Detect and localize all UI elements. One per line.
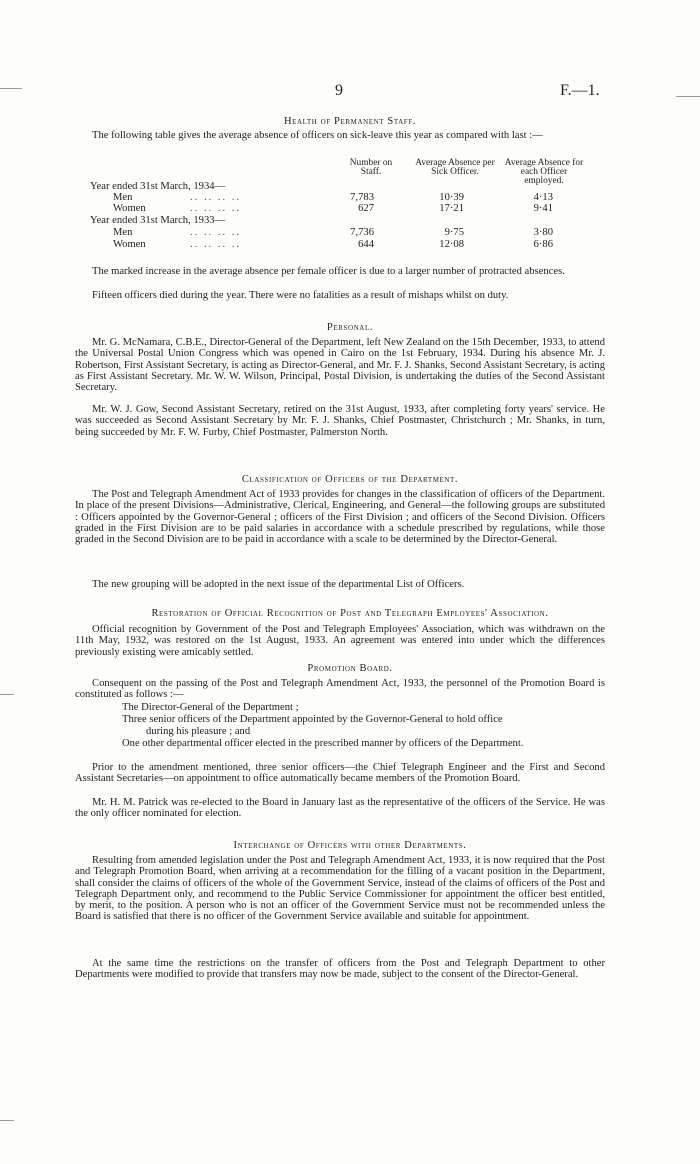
left-margin-mark-lower [0, 694, 14, 695]
section-heading-classification: Classification of Officers of the Department. [241, 474, 459, 485]
cell-staff: 7,783 [350, 192, 374, 203]
board-member-item: The Director-General of the Department ; [122, 702, 299, 713]
leader-dots: .. .. .. .. [190, 227, 242, 238]
health-para-2: Fifteen officers died during the year. There were no fatalities as a result of mishaps whilst on duty. [92, 290, 509, 301]
interchange-para-2: At the same time the restrictions on the transfer of officers from the Post and Telegraph Department to other Departments were modified to provide that transfers may now be made, subject to the consent of the Director-General. [75, 958, 605, 981]
leader-dots: .. .. .. .. [190, 192, 242, 203]
section-heading-interchange: Interchange of Officers with other Departments. [233, 840, 467, 851]
cell-staff: 644 [358, 239, 374, 250]
section-heading-promotion: Promotion Board. [307, 663, 393, 674]
cell-per-employed: 4·13 [533, 192, 553, 203]
promotion-para-2: Prior to the amendment mentioned, three senior officers—the Chief Telegraph Engineer and the First and Second Assistant Secretaries—on appointment to office automatically became members of the Promotion Board. [75, 762, 605, 785]
board-member-item: One other departmental officer elected in the prescribed manner by officers of the Department. [122, 738, 524, 749]
cell-per-sick: 9·75 [444, 227, 464, 238]
group-label-1934: Year ended 31st March, 1934— [90, 181, 226, 192]
group-label-1933: Year ended 31st March, 1933— [90, 215, 226, 226]
row-name: Men [113, 227, 133, 238]
cell-staff: 7,736 [350, 227, 374, 238]
cell-per-sick: 12·08 [439, 239, 464, 250]
personal-para-1: Mr. G. McNamara, C.B.E., Director-General of the Department, left New Zealand on the 15th December, 1933, to attend the Universal Postal Union Congress which was opened in Cairo on the 1st February, 1934. During his absence Mr. J. Robertson, First Assistant Secretary, is acting as Director-General, and Mr. F. J. Shanks, Second Assistant Secretary, is acting as First Assistant Secretary. Mr. W. W. Wilson, Principal, Postal Division, is undertaking the duties of the Second Assistant Secretary. [75, 337, 605, 394]
row-name: Men [113, 192, 133, 203]
left-margin-mark-bottom [0, 1120, 14, 1121]
cell-per-employed: 3·80 [533, 227, 553, 238]
cell-per-employed: 9·41 [533, 203, 553, 214]
leader-dots: .. .. .. .. [190, 239, 242, 250]
row-name: Women [113, 239, 146, 250]
leader-dots: .. .. .. .. [190, 203, 242, 214]
restoration-para-1: Official recognition by Government of the Post and Telegraph Employees' Association, which was withdrawn on the 11th May, 1932, was restored on the 1st August, 1933. An agreement was entered into under which the differences previously existing were amicably settled. [75, 624, 605, 658]
col-header-staff: Number on Staff. [349, 158, 393, 177]
row-name: Women [113, 203, 146, 214]
document-reference: F.—1. [560, 82, 600, 99]
col-header-per-employed: Average Absence for each Officer employed. [504, 158, 584, 186]
col-header-per-sick: Average Absence per Sick Officer. [415, 158, 495, 177]
board-member-item-cont: during his pleasure ; and [146, 726, 251, 737]
health-intro: The following table gives the average absence of officers on sick-leave this year as compared with last :— [92, 130, 543, 141]
page-number: 9 [335, 82, 343, 99]
section-heading-personal: Personal. [326, 322, 374, 333]
cell-staff: 627 [358, 203, 374, 214]
board-member-item: Three senior officers of the Department appointed by the Governor-General to hold office [122, 714, 503, 725]
personal-para-2: Mr. W. J. Gow, Second Assistant Secretary, retired on the 31st August, 1933, after completing forty years' service. He was succeeded as Second Assistant Secretary by Mr. F. J. Shanks, Chief Postmaster, Christchurch ; Mr. Shanks, in turn, being succeeded by Mr. F. W. Furby, Chief Postmaster, Palmerston North. [75, 404, 605, 438]
interchange-para-1: Resulting from amended legislation under the Post and Telegraph Amendment Act, 1933, it is now required that the Post and Telegraph Promotion Board, when arriving at a recommendation for the filling of a vacant position in the Department, shall consider the claims of officers of the whole of the Government Service, instead of the claims of officers of the Post and Telegraph Department only, and recommend to the Public Service Commissioner for appointment the officer best entitled, by merit, to the position. A person who is not an officer of the Government Service must not be recommended unless the Board is satisfied that there is no officer of the Government Service available and suitable for appointment. [75, 855, 605, 923]
section-heading-restoration: Restoration of Official Recognition of Post and Telegraph Employees' Association. [151, 608, 549, 619]
promotion-intro: Consequent on the passing of the Post and Telegraph Amendment Act, 1933, the personnel of the Promotion Board is constituted as follows :— [75, 678, 605, 701]
health-para-1: The marked increase in the average absence per female officer is due to a larger number of protracted absences. [92, 266, 565, 277]
promotion-para-3: Mr. H. M. Patrick was re-elected to the Board in January last as the representative of the officers of the Service. He was the only officer nominated for election. [75, 797, 605, 820]
section-heading-health: Health of Permanent Staff. [283, 116, 417, 127]
classification-para-1: The Post and Telegraph Amendment Act of 1933 provides for changes in the classification of officers of the Department. In place of the present Divisions—Administrative, Clerical, Engineering, and General—the following groups are substituted : Officers appointed by the Governor-General ; officers of the First Division ; and officers of the Second Division. Officers graded in the First Division are to be paid salaries in accordance with a schedule prescribed by regulations, while those graded in the Second Division are to be paid in accordance with a scale to be determined by the Director-General. [75, 489, 605, 546]
cell-per-sick: 10·39 [439, 192, 464, 203]
classification-para-2: The new grouping will be adopted in the next issue of the departmental List of Officers. [92, 579, 465, 590]
cell-per-employed: 6·86 [533, 239, 553, 250]
sick-leave-table [0, 0, 700, 260]
cell-per-sick: 17·21 [439, 203, 464, 214]
